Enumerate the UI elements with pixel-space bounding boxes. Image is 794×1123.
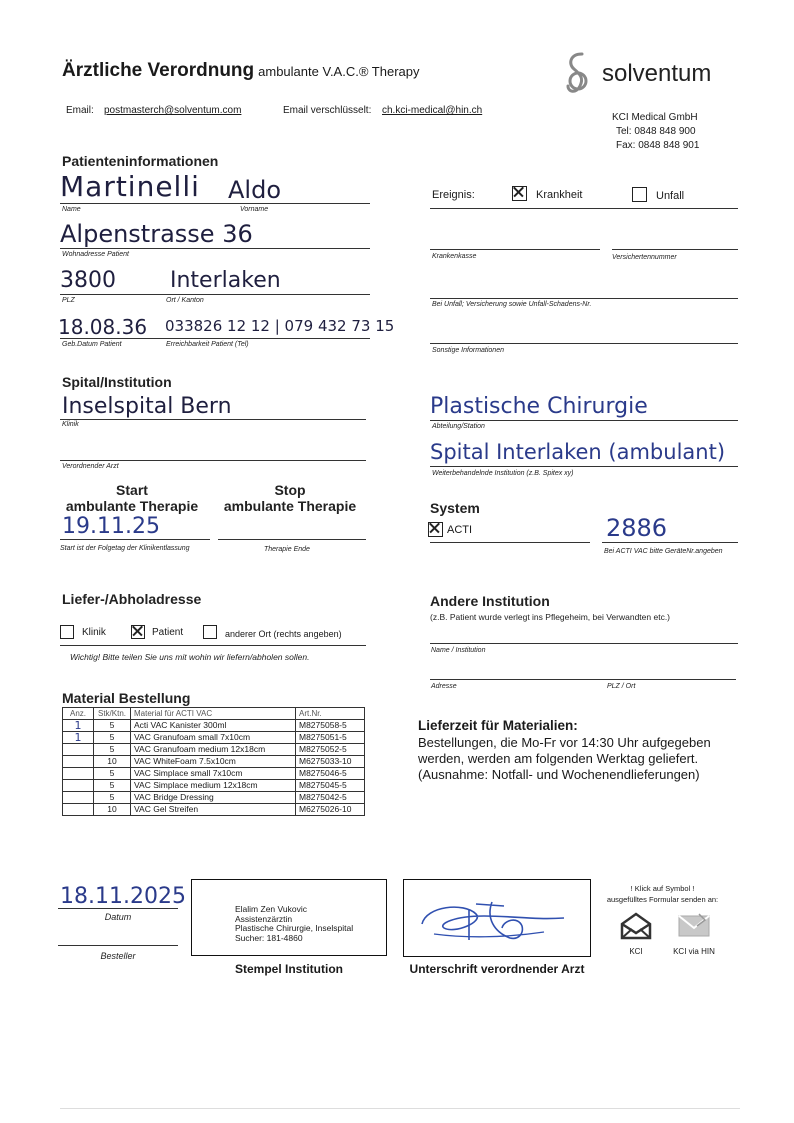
end-label: Therapie Ende [264,546,310,553]
material-name-cell: VAC Bridge Dressing [131,792,296,804]
checkbox-acti[interactable] [428,522,443,537]
orderer-label: Besteller [100,951,136,961]
material-art-cell: M8275051-5 [296,732,365,744]
header-art: Art.Nr. [296,708,365,720]
accident-label: Bei Unfall; Versicherung sowie Unfall-Schadens-Nr. [432,301,592,308]
table-row [63,720,365,732]
material-art-cell: M8275058-5 [296,720,365,732]
delivery-info-title: Lieferzeit für Materialien: [418,718,578,733]
stamp-label: Stempel Institution [235,962,343,976]
material-section-title: Material Bestellung [62,690,191,706]
material-qty-cell[interactable]: 1 [63,732,94,744]
material-pack-cell: 5 [94,768,131,780]
unfall-label: Unfall [656,190,685,202]
signature-icon [414,894,574,948]
patient-name-value[interactable]: Martinelli [60,170,200,203]
plz-label: PLZ [62,297,75,304]
other-address-label: Adresse [431,683,457,690]
material-table [62,707,365,816]
delivery-warning: Wichtig! Bitte teilen Sie uns mit wohin wir liefern/abholen sollen. [70,652,310,662]
system-section-title: System [430,500,480,516]
material-art-cell: M8275045-5 [296,780,365,792]
checkbox-anderer-ort[interactable] [203,625,217,639]
patient-city-value[interactable]: Interlaken [170,268,281,293]
start-title-1: Start [116,482,148,498]
checkbox-krankheit[interactable] [512,186,527,201]
material-qty-cell[interactable] [63,780,94,792]
clinic-value[interactable]: Inselspital Bern [62,394,232,419]
department-value[interactable]: Plastische Chirurgie [430,394,648,419]
krankheit-label: Krankheit [536,189,583,201]
other-info-label: Sonstige Informationen [432,347,504,354]
form-title [62,60,419,82]
anderer-ort-label [225,629,342,639]
email-encrypted-link[interactable]: ch.kci-medical@hin.ch [382,105,483,116]
other-name-label: Name / Institution [431,647,486,654]
stamp-line-4: Sucher: 181-4860 [235,932,303,943]
material-qty-cell[interactable] [63,804,94,816]
anderer-ort-note: (rechts angeben) [273,629,342,639]
checkbox-patient[interactable] [131,625,145,639]
company-tel: Tel: 0848 848 900 [616,126,696,137]
delivery-info-line3: (Ausnahme: Notfall- und Wochenendlieferungen) [418,767,700,782]
title-subtitle: ambulante V.A.C.® Therapy [258,64,420,79]
address-label: Wohnadresse Patient [62,251,129,258]
material-name-cell: VAC Simplace small 7x10cm [131,768,296,780]
table-row [63,768,365,780]
send-line1: ! Klick auf Symbol ! [630,884,695,893]
other-institution-note: (z.B. Patient wurde verlegt ins Pflegeheim, bei Verwandten etc.) [430,612,671,622]
start-note: Start ist der Folgetag der Klinikentlassung [60,545,190,552]
material-name-cell: VAC Granufoam medium 12x18cm [131,744,296,756]
brand-name: solventum [602,60,712,87]
patient-plz-value[interactable]: 3800 [60,268,116,293]
patient-label: Patient [152,627,184,638]
klinik-label: Klinik [82,627,106,638]
material-pack-cell: 5 [94,744,131,756]
email-link[interactable]: postmasterch@solventum.com [104,105,242,116]
stamp-line-1: Elalim Zen Vukovic [235,904,307,914]
material-header-row [63,708,365,720]
delivery-section-title: Liefer-/Abholadresse [62,591,202,607]
stamp-line-2: Assistenzärztin [235,913,293,924]
patient-address-value[interactable]: Alpenstrasse 36 [60,220,253,248]
delivery-info-line1: Bestellungen, die Mo-Fr vor 14:30 Uhr aufgegeben [418,735,711,750]
phone-label: Erreichbarkeit Patient (Tel) [166,341,249,348]
patient-firstname-value[interactable]: Aldo [228,176,282,204]
material-pack-cell: 5 [94,792,131,804]
table-row [63,780,365,792]
date-value[interactable]: 18.11.2025 [60,884,186,909]
material-pack-cell: 10 [94,804,131,816]
material-qty-cell[interactable] [63,756,94,768]
doctor-label: Verordnender Arzt [62,463,119,470]
stamp-line-3: Plastische Chirurgie, Inselspital [235,923,354,933]
send-hin-label: KCI via HIN [673,947,715,956]
checkbox-klinik[interactable] [60,625,74,639]
patient-section-title: Patienteninformationen [62,153,219,169]
material-qty-cell[interactable] [63,792,94,804]
name-label: Name [62,206,81,213]
department-label: Abteilung/Station [432,423,485,430]
institution-section-title: Spital/Institution [62,374,172,390]
table-row [63,756,365,768]
material-art-cell: M6275026-10 [296,804,365,816]
header-qty: Anz. [63,708,94,720]
company-name: KCI Medical GmbH [612,112,698,123]
company-fax: Fax: 0848 848 901 [616,140,700,151]
table-row [63,804,365,816]
material-name-cell: VAC Simplace medium 12x18cm [131,780,296,792]
patient-phone-value[interactable]: 033826 12 12 | 079 432 73 15 [165,317,395,335]
insurance-label: Krankenkasse [432,253,477,260]
firstname-label: Vorname [240,206,269,213]
stamp-box[interactable] [191,879,387,956]
insured-no-label: Versichertennummer [612,254,677,261]
material-pack-cell: 10 [94,756,131,768]
email-hin-icon[interactable] [677,912,711,940]
stop-title-1: Stop [274,482,306,498]
device-no-value[interactable]: 2886 [606,514,668,542]
followup-label: Weiterbehandelnde Institution (z.B. Spitex xy) [432,470,574,477]
anderer-ort-text: anderer Ort [225,629,272,639]
material-table-body [63,720,365,816]
start-date-value[interactable]: 19.11.25 [62,514,160,539]
date-label: Datum [104,912,132,922]
table-row [63,792,365,804]
material-pack-cell: 5 [94,720,131,732]
stop-title-2: ambulante Therapie [223,498,357,514]
signature-box[interactable] [403,879,591,957]
patient-dob-value[interactable]: 18.08.36 [58,315,148,339]
followup-value[interactable]: Spital Interlaken (ambulant) [430,440,726,464]
material-qty-cell[interactable]: 1 [63,720,94,732]
email-label: Email: [66,105,94,116]
material-name-cell: Acti VAC Kanister 300ml [131,720,296,732]
material-pack-cell: 5 [94,780,131,792]
signature-label: Unterschrift verordnender Arzt [409,962,585,976]
material-qty-cell[interactable] [63,768,94,780]
material-art-cell: M8275046-5 [296,768,365,780]
start-title-2: ambulante Therapie [65,498,199,514]
city-label: Ort / Kanton [166,297,204,304]
material-art-cell: M6275033-10 [296,756,365,768]
other-institution-title: Andere Institution [430,593,550,609]
stamp-content [235,905,353,943]
material-pack-cell: 5 [94,732,131,744]
event-label: Ereignis: [432,189,475,201]
checkbox-unfall[interactable] [632,187,647,202]
acti-label: ACTI [447,524,473,536]
delivery-info-line2: werden, werden am folgenden Werktag geliefert. [418,751,699,766]
email-encrypted-label: Email verschlüsselt: [283,105,372,116]
header-pack: Stk/Ktn. [94,708,131,720]
device-label: Bei ACTI VAC bitte GeräteNr.angeben [604,548,723,555]
material-art-cell: M8275042-5 [296,792,365,804]
table-row [63,744,365,756]
material-name-cell: VAC Granufoam small 7x10cm [131,732,296,744]
solventum-logo-icon [560,50,596,98]
email-kci-icon[interactable] [619,912,653,940]
header-material: Material für ACTI VAC [131,708,296,720]
title-main: Ärztliche Verordnung [62,60,255,81]
dob-label: Geb.Datum Patient [62,341,122,348]
table-row [63,732,365,744]
material-name-cell: VAC Gel Streifen [131,804,296,816]
send-line2: ausgefülltes Formular senden an: [606,895,719,904]
material-qty-cell[interactable] [63,744,94,756]
material-name-cell: VAC WhiteFoam 7.5x10cm [131,756,296,768]
other-plz-label: PLZ / Ort [607,683,636,690]
material-art-cell: M8275052-5 [296,744,365,756]
clinic-label: Klinik [62,421,79,428]
send-kci-label: KCI [629,947,643,956]
